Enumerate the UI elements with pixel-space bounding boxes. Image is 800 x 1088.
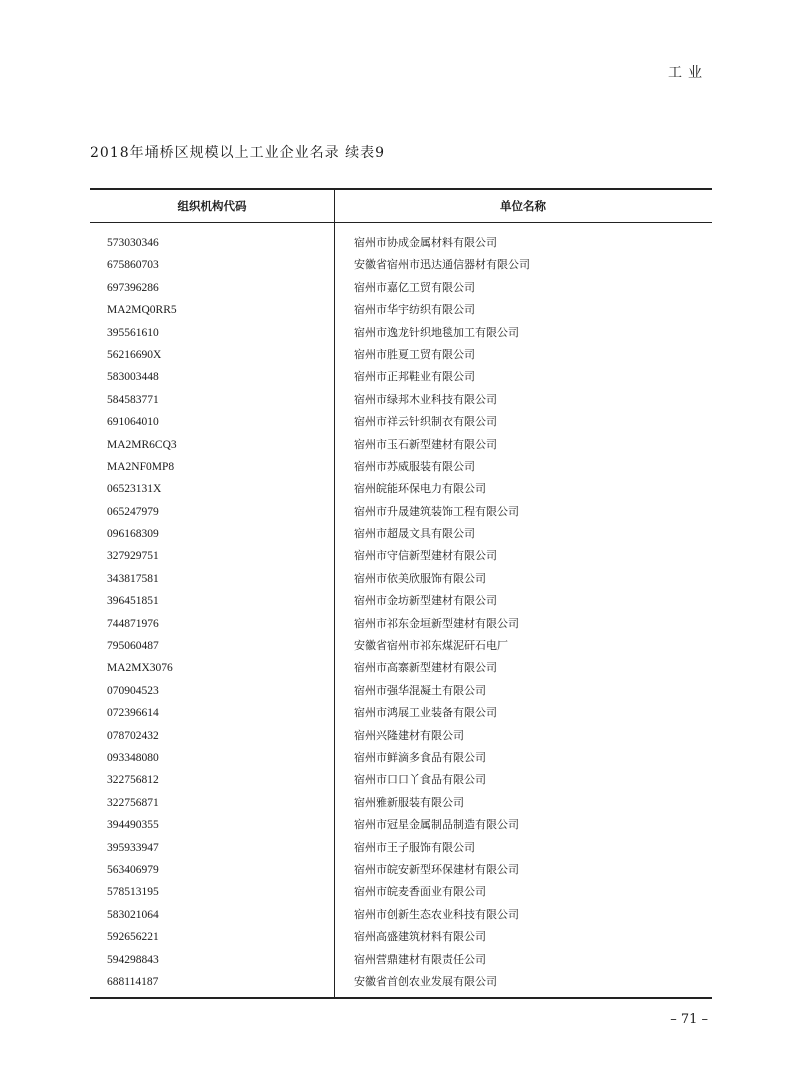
company-name-cell: 宿州市胜夏工贸有限公司 [354,347,475,361]
table-header-rule [90,222,712,223]
company-name-cell: 宿州市绿邦木业科技有限公司 [354,392,497,406]
table-row [90,501,712,523]
table-row [90,769,712,791]
table-bottom-rule [90,997,712,999]
org-code-cell: 56216690X [107,348,162,361]
company-name-cell: 宿州市冠星金属制品制造有限公司 [354,818,519,832]
table-row [90,904,712,926]
org-code-cell: 563406979 [107,863,159,876]
company-name-cell: 宿州市创新生态农业科技有限公司 [354,907,519,921]
table-body [90,232,712,993]
company-name-cell: 宿州市玉石新型建材有限公司 [354,437,497,451]
table-row [90,299,712,321]
company-name-cell: 宿州兴隆建材有限公司 [354,728,464,742]
company-name-cell: 宿州市超晟文具有限公司 [354,527,475,541]
table-row [90,434,712,456]
org-code-cell: 327929751 [107,550,159,563]
company-name-cell: 宿州雅新服装有限公司 [354,795,464,809]
table-row [90,590,712,612]
company-name-cell: 宿州市口口丫食品有限公司 [354,773,486,787]
company-name-cell: 宿州市皖麦香面业有限公司 [354,885,486,899]
org-code-cell: 578513195 [107,886,159,899]
company-name-cell: 宿州皖能环保电力有限公司 [354,482,486,496]
org-code-cell: 096168309 [107,528,159,541]
company-name-cell: 宿州高盛建筑材料有限公司 [354,930,486,944]
table-row [90,702,712,724]
org-code-cell: 343817581 [107,572,159,585]
org-code-cell: 592656221 [107,931,159,944]
company-name-cell: 宿州市嘉亿工贸有限公司 [354,280,475,294]
table-row [90,523,712,545]
table-row [90,456,712,478]
table-row [90,635,712,657]
org-code-cell: 394490355 [107,819,159,832]
table-row [90,814,712,836]
company-name-cell: 宿州市祁东金垣新型建材有限公司 [354,616,519,630]
org-code-cell: MA2MR6CQ3 [107,438,177,451]
org-code-cell: 688114187 [107,975,159,988]
table-row [90,680,712,702]
org-code-cell: 322756871 [107,796,159,809]
org-code-cell: 584583771 [107,393,159,406]
company-name-cell: 安徽省宿州市祁东煤泥矸石电厂 [354,639,508,653]
company-name-cell: 宿州市升晟建筑装饰工程有限公司 [354,504,519,518]
org-code-cell: MA2MQ0RR5 [107,304,177,317]
company-name-cell: 宿州市苏威服装有限公司 [354,459,475,473]
table-row [90,478,712,500]
table-row [90,881,712,903]
org-code-cell: 070904523 [107,684,159,697]
company-name-cell: 安徽省宿州市迅达通信器材有限公司 [354,258,530,272]
table-row [90,545,712,567]
header-code: 组织机构代码 [177,199,247,213]
table-row [90,837,712,859]
table-row [90,971,712,993]
table-row [90,657,712,679]
table-row [90,725,712,747]
org-code-cell: 06523131X [107,483,162,496]
org-code-cell: 065247979 [107,505,159,518]
org-code-cell: 093348080 [107,751,159,764]
org-code-cell: 675860703 [107,259,159,272]
org-code-cell: 691064010 [107,416,159,429]
org-code-cell: 078702432 [107,729,159,742]
table-row [90,613,712,635]
table-row [90,747,712,769]
table-row [90,366,712,388]
org-code-cell: 583003448 [107,371,159,384]
company-name-cell: 宿州市逸龙针织地毯加工有限公司 [354,325,519,339]
table-row [90,232,712,254]
org-code-cell: 795060487 [107,640,159,653]
company-name-cell: 宿州市协成金属材料有限公司 [354,236,497,249]
org-code-cell: 744871976 [107,617,159,630]
page-number: – 71 – [670,1012,708,1027]
table-row [90,254,712,276]
table-row [90,411,712,433]
table-row [90,344,712,366]
org-code-cell: 396451851 [107,595,159,608]
org-code-cell: 697396286 [107,281,159,294]
org-code-cell: 395933947 [107,841,159,854]
company-name-cell: 宿州市正邦鞋业有限公司 [354,370,475,384]
org-code-cell: 072396614 [107,707,159,720]
org-code-cell: 395561610 [107,326,159,339]
table-header-row [90,190,712,222]
company-name-cell: 宿州市强华混凝土有限公司 [354,683,486,697]
company-name-cell: 宿州营鼎建材有限责任公司 [354,952,486,966]
company-name-cell: 宿州市王子服饰有限公司 [354,840,475,854]
table-row [90,926,712,948]
company-name-cell: 宿州市鲜滴多食品有限公司 [354,750,486,764]
org-code-cell: 322756812 [107,774,159,787]
table-row [90,949,712,971]
company-name-cell: 宿州市守信新型建材有限公司 [354,549,497,563]
table-row [90,322,712,344]
company-name-cell: 宿州市鸿展工业装备有限公司 [354,706,497,720]
table-title: 2018年埇桥区规模以上工业企业名录 续表9 [90,145,385,161]
org-code-cell: MA2MX3076 [107,662,173,675]
table-row [90,389,712,411]
company-name-cell: 宿州市皖安新型环保建材有限公司 [354,862,519,876]
table-row [90,792,712,814]
header-name: 单位名称 [500,199,546,213]
org-code-cell: MA2NF0MP8 [107,460,175,473]
org-code-cell: 573030346 [107,237,159,249]
org-code-cell: 583021064 [107,908,159,921]
table-row [90,568,712,590]
company-name-cell: 宿州市依美欣服饰有限公司 [354,571,486,585]
table-row [90,277,712,299]
table-row [90,859,712,881]
company-name-cell: 宿州市祥云针织制衣有限公司 [354,415,497,429]
company-name-cell: 宿州市高寨新型建材有限公司 [354,661,497,675]
section-label: 工业 [668,65,708,81]
org-code-cell: 594298843 [107,953,159,966]
company-name-cell: 宿州市华宇纺织有限公司 [354,303,475,317]
company-name-cell: 安徽省首创农业发展有限公司 [354,974,497,988]
company-name-cell: 宿州市金坊新型建材有限公司 [354,594,497,608]
